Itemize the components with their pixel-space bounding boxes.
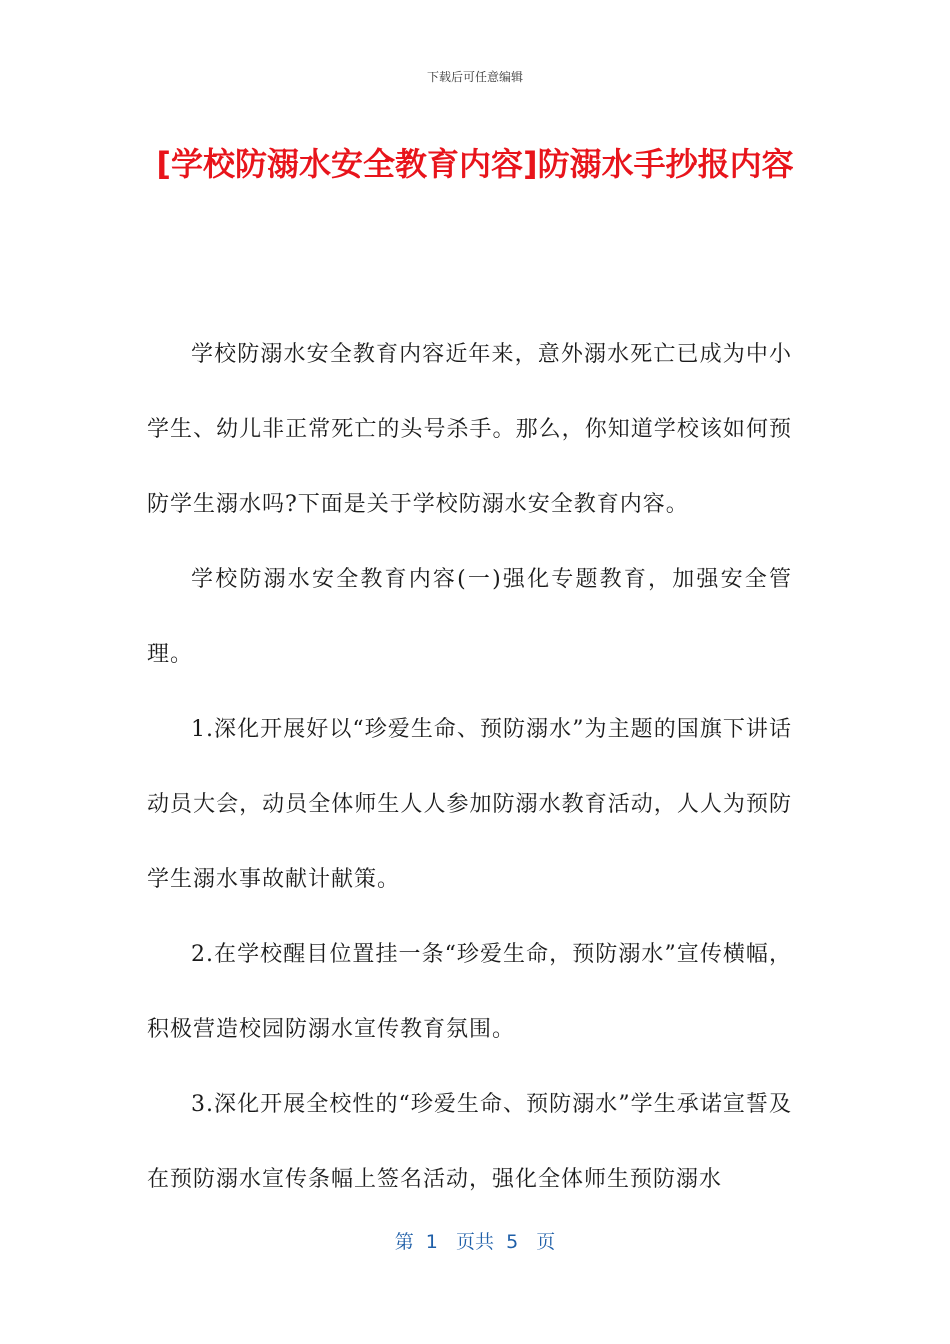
paragraph: 学校防溺水安全教育内容近年来，意外溺水死亡已成为中小学生、幼儿非正常死亡的头号杀手。那么，你知道学校该如何预防学生溺水吗?下面是关于学校防溺水安全教育内容。 (147, 342, 792, 517)
paragraph: 学校防溺水安全教育内容(一)强化专题教育，加强安全管理。 (147, 567, 792, 667)
paragraph: 2.在学校醒目位置挂一条“珍爱生命，预防溺水”宣传横幅，积极营造校园防溺水宣传教育氛围。 (147, 942, 792, 1042)
paragraph: 1.深化开展好以“珍爱生命、预防溺水”为主题的国旗下讲话动员大会，动员全体师生人人参加防溺水教育活动，人人为预防学生溺水事故献计献策。 (147, 717, 792, 892)
page-number-footer: 第 1 页共 5 页 (394, 1231, 556, 1253)
document-title: [学校防溺水安全教育内容]防溺水手抄报内容 (156, 145, 794, 183)
header-note: 下载后可任意编辑 (426, 70, 523, 84)
paragraph: 3.深化开展全校性的“珍爱生命、预防溺水”学生承诺宣誓及在预防溺水宣传条幅上签名活动，强化全体师生预防溺水 (147, 1092, 792, 1192)
document-body (147, 317, 792, 1217)
